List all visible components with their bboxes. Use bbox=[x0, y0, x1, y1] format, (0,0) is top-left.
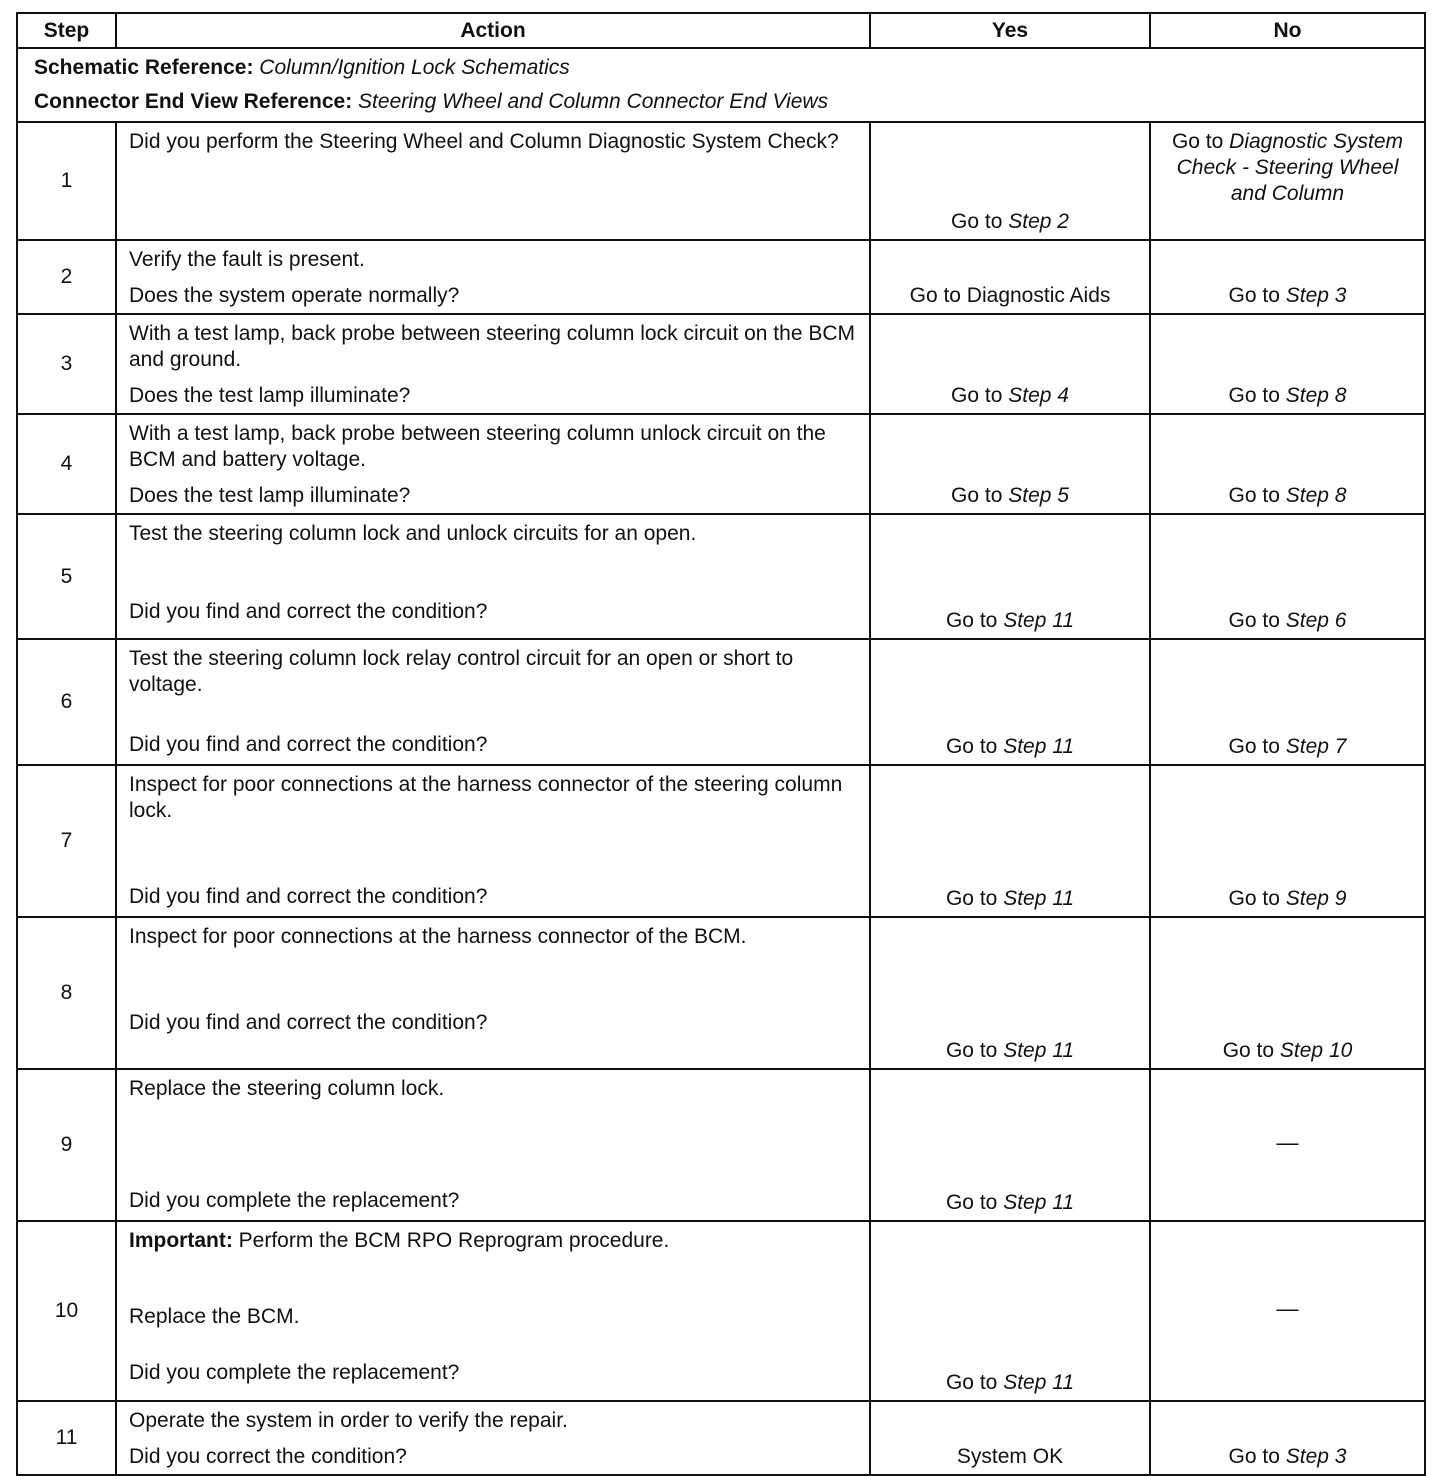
no-cell bbox=[1150, 639, 1425, 765]
header-no: No bbox=[1150, 13, 1425, 48]
question-text: Did you find and correct the condition? bbox=[129, 600, 488, 623]
go-to-text: Go to bbox=[1228, 735, 1280, 758]
go-to-text: Go to bbox=[1228, 384, 1280, 407]
header-step: Step bbox=[17, 13, 116, 48]
action-text: Replace the BCM. bbox=[129, 1305, 300, 1328]
no-cell bbox=[1150, 917, 1425, 1069]
question-text: Did you find and correct the condition? bbox=[129, 1011, 488, 1034]
yes-step-link[interactable]: Step 11 bbox=[1003, 609, 1075, 632]
no-cell bbox=[1150, 765, 1425, 917]
table-row bbox=[17, 1401, 1425, 1475]
action-cell bbox=[116, 1401, 870, 1475]
table-row bbox=[17, 240, 1425, 314]
go-to-text: Go to bbox=[945, 735, 998, 758]
connector-reference-label: Connector End View Reference: bbox=[34, 90, 353, 113]
action-cell bbox=[116, 1221, 870, 1401]
table-row bbox=[17, 1069, 1425, 1221]
action-cell bbox=[116, 514, 870, 639]
step-number: 2 bbox=[17, 240, 116, 314]
action-cell bbox=[116, 240, 870, 314]
action-cell bbox=[116, 765, 870, 917]
table-row bbox=[17, 765, 1425, 917]
question-text: Did you complete the replacement? bbox=[129, 1361, 460, 1384]
no-step-link[interactable]: Step 3 bbox=[1285, 284, 1347, 307]
step-number: 3 bbox=[17, 314, 116, 414]
step-number: 8 bbox=[17, 917, 116, 1069]
step-number: 4 bbox=[17, 414, 116, 514]
yes-step-link[interactable]: Step 5 bbox=[1008, 484, 1069, 507]
yes-cell[interactable]: Go to Diagnostic Aids bbox=[870, 240, 1150, 314]
no-cell bbox=[1150, 414, 1425, 514]
go-to-text: Go to bbox=[1171, 130, 1224, 153]
go-to-text: Go to bbox=[1228, 484, 1280, 507]
yes-cell bbox=[870, 1221, 1150, 1401]
question-text: Does the system operate normally? bbox=[129, 284, 460, 307]
diagnostic-table bbox=[16, 12, 1426, 1476]
yes-cell bbox=[870, 765, 1150, 917]
no-step-link[interactable]: Step 6 bbox=[1285, 609, 1347, 632]
question-text: Did you find and correct the condition? bbox=[129, 885, 488, 908]
schematic-reference-link[interactable]: Column/Ignition Lock Schematics bbox=[259, 56, 570, 79]
no-step-link[interactable]: Step 8 bbox=[1285, 484, 1347, 507]
no-cell: — bbox=[1150, 1069, 1425, 1221]
go-to-text: Go to bbox=[1228, 1445, 1280, 1468]
yes-step-link[interactable]: Step 11 bbox=[1003, 887, 1075, 910]
step-number: 6 bbox=[17, 639, 116, 765]
no-cell bbox=[1150, 514, 1425, 639]
table-row bbox=[17, 122, 1425, 240]
action-text: Did you perform the Steering Wheel and Column Diagnostic System Check? bbox=[129, 130, 839, 153]
go-to-text: Go to bbox=[1228, 284, 1280, 307]
important-note bbox=[129, 1228, 857, 1254]
no-cell bbox=[1150, 314, 1425, 414]
action-text: Replace the steering column lock. bbox=[129, 1077, 445, 1100]
no-cell: — bbox=[1150, 1221, 1425, 1401]
yes-cell bbox=[870, 414, 1150, 514]
schematic-reference bbox=[34, 55, 1408, 81]
action-cell bbox=[116, 122, 870, 240]
go-to-text: Go to bbox=[945, 1191, 998, 1214]
yes-cell bbox=[870, 917, 1150, 1069]
no-cell bbox=[1150, 1401, 1425, 1475]
no-step-link[interactable]: Step 3 bbox=[1285, 1445, 1347, 1468]
connector-reference bbox=[34, 89, 1408, 115]
question-text: Did you correct the condition? bbox=[129, 1445, 407, 1468]
action-text: With a test lamp, back probe between steering column lock circuit on the BCM and ground. bbox=[129, 322, 855, 371]
yes-step-link[interactable]: Step 11 bbox=[1003, 1191, 1075, 1214]
go-to-text: Go to bbox=[1228, 887, 1280, 910]
no-ref-link[interactable]: Diagnostic System Check - Steering Wheel and Column bbox=[1176, 130, 1404, 205]
action-text: Inspect for poor connections at the harness connector of the steering column lock. bbox=[129, 773, 843, 822]
step-number: 7 bbox=[17, 765, 116, 917]
no-step-link[interactable]: Step 8 bbox=[1285, 384, 1347, 407]
go-to-text: Go to bbox=[945, 1371, 998, 1394]
action-cell bbox=[116, 314, 870, 414]
yes-step-link[interactable]: Step 11 bbox=[1003, 735, 1075, 758]
table-row bbox=[17, 639, 1425, 765]
yes-step-link[interactable]: Step 4 bbox=[1008, 384, 1069, 407]
header-action: Action bbox=[116, 13, 870, 48]
go-to-text: Go to bbox=[1228, 609, 1280, 632]
yes-cell bbox=[870, 639, 1150, 765]
step-number: 10 bbox=[17, 1221, 116, 1401]
yes-cell bbox=[870, 122, 1150, 240]
action-text: Test the steering column lock and unlock circuits for an open. bbox=[129, 522, 697, 545]
action-text: With a test lamp, back probe between steering column unlock circuit on the BCM and battery voltage. bbox=[129, 422, 826, 471]
go-to-text: Go to bbox=[951, 384, 1003, 407]
no-cell bbox=[1150, 240, 1425, 314]
yes-step-link[interactable]: Step 2 bbox=[1008, 210, 1069, 233]
table-row bbox=[17, 314, 1425, 414]
question-text: Did you complete the replacement? bbox=[129, 1189, 460, 1212]
action-text: Verify the fault is present. bbox=[129, 248, 365, 271]
step-number: 9 bbox=[17, 1069, 116, 1221]
header-yes: Yes bbox=[870, 13, 1150, 48]
table-row bbox=[17, 1221, 1425, 1401]
yes-step-link[interactable]: Step 11 bbox=[1003, 1371, 1075, 1394]
step-number: 5 bbox=[17, 514, 116, 639]
connector-reference-link[interactable]: Steering Wheel and Column Connector End Views bbox=[358, 90, 829, 113]
schematic-reference-label: Schematic Reference: bbox=[34, 56, 254, 79]
table-row bbox=[17, 414, 1425, 514]
yes-cell bbox=[870, 514, 1150, 639]
question-text: Does the test lamp illuminate? bbox=[129, 384, 411, 407]
no-step-link[interactable]: Step 10 bbox=[1279, 1039, 1353, 1062]
action-text: Operate the system in order to verify the repair. bbox=[129, 1409, 568, 1432]
step-number: 11 bbox=[17, 1401, 116, 1475]
go-to-text: Go to bbox=[951, 210, 1003, 233]
question-text: Does the test lamp illuminate? bbox=[129, 484, 411, 507]
table-row bbox=[17, 514, 1425, 639]
no-cell bbox=[1150, 122, 1425, 240]
action-cell bbox=[116, 917, 870, 1069]
yes-cell bbox=[870, 314, 1150, 414]
question-text: Did you find and correct the condition? bbox=[129, 733, 488, 756]
go-to-text: Go to bbox=[951, 484, 1003, 507]
go-to-text: Go to bbox=[945, 1039, 998, 1062]
important-label: Important: bbox=[129, 1229, 233, 1252]
reference-row bbox=[17, 48, 1425, 122]
no-step-link[interactable]: Step 7 bbox=[1285, 735, 1347, 758]
go-to-text: Go to bbox=[1222, 1039, 1275, 1062]
important-text: Perform the BCM RPO Reprogram procedure. bbox=[238, 1229, 670, 1252]
go-to-text: Go to bbox=[945, 609, 998, 632]
table-row bbox=[17, 917, 1425, 1069]
action-cell bbox=[116, 639, 870, 765]
yes-cell bbox=[870, 1069, 1150, 1221]
no-step-link[interactable]: Step 9 bbox=[1285, 887, 1347, 910]
action-cell bbox=[116, 1069, 870, 1221]
go-to-text: Go to bbox=[945, 887, 998, 910]
action-text: Test the steering column lock relay control circuit for an open or short to voltage. bbox=[129, 647, 794, 696]
step-number: 1 bbox=[17, 122, 116, 240]
action-cell bbox=[116, 414, 870, 514]
reference-cell bbox=[17, 48, 1425, 122]
yes-step-link[interactable]: Step 11 bbox=[1003, 1039, 1075, 1062]
action-text: Inspect for poor connections at the harness connector of the BCM. bbox=[129, 925, 747, 948]
yes-cell: System OK bbox=[870, 1401, 1150, 1475]
header-row bbox=[17, 13, 1425, 48]
